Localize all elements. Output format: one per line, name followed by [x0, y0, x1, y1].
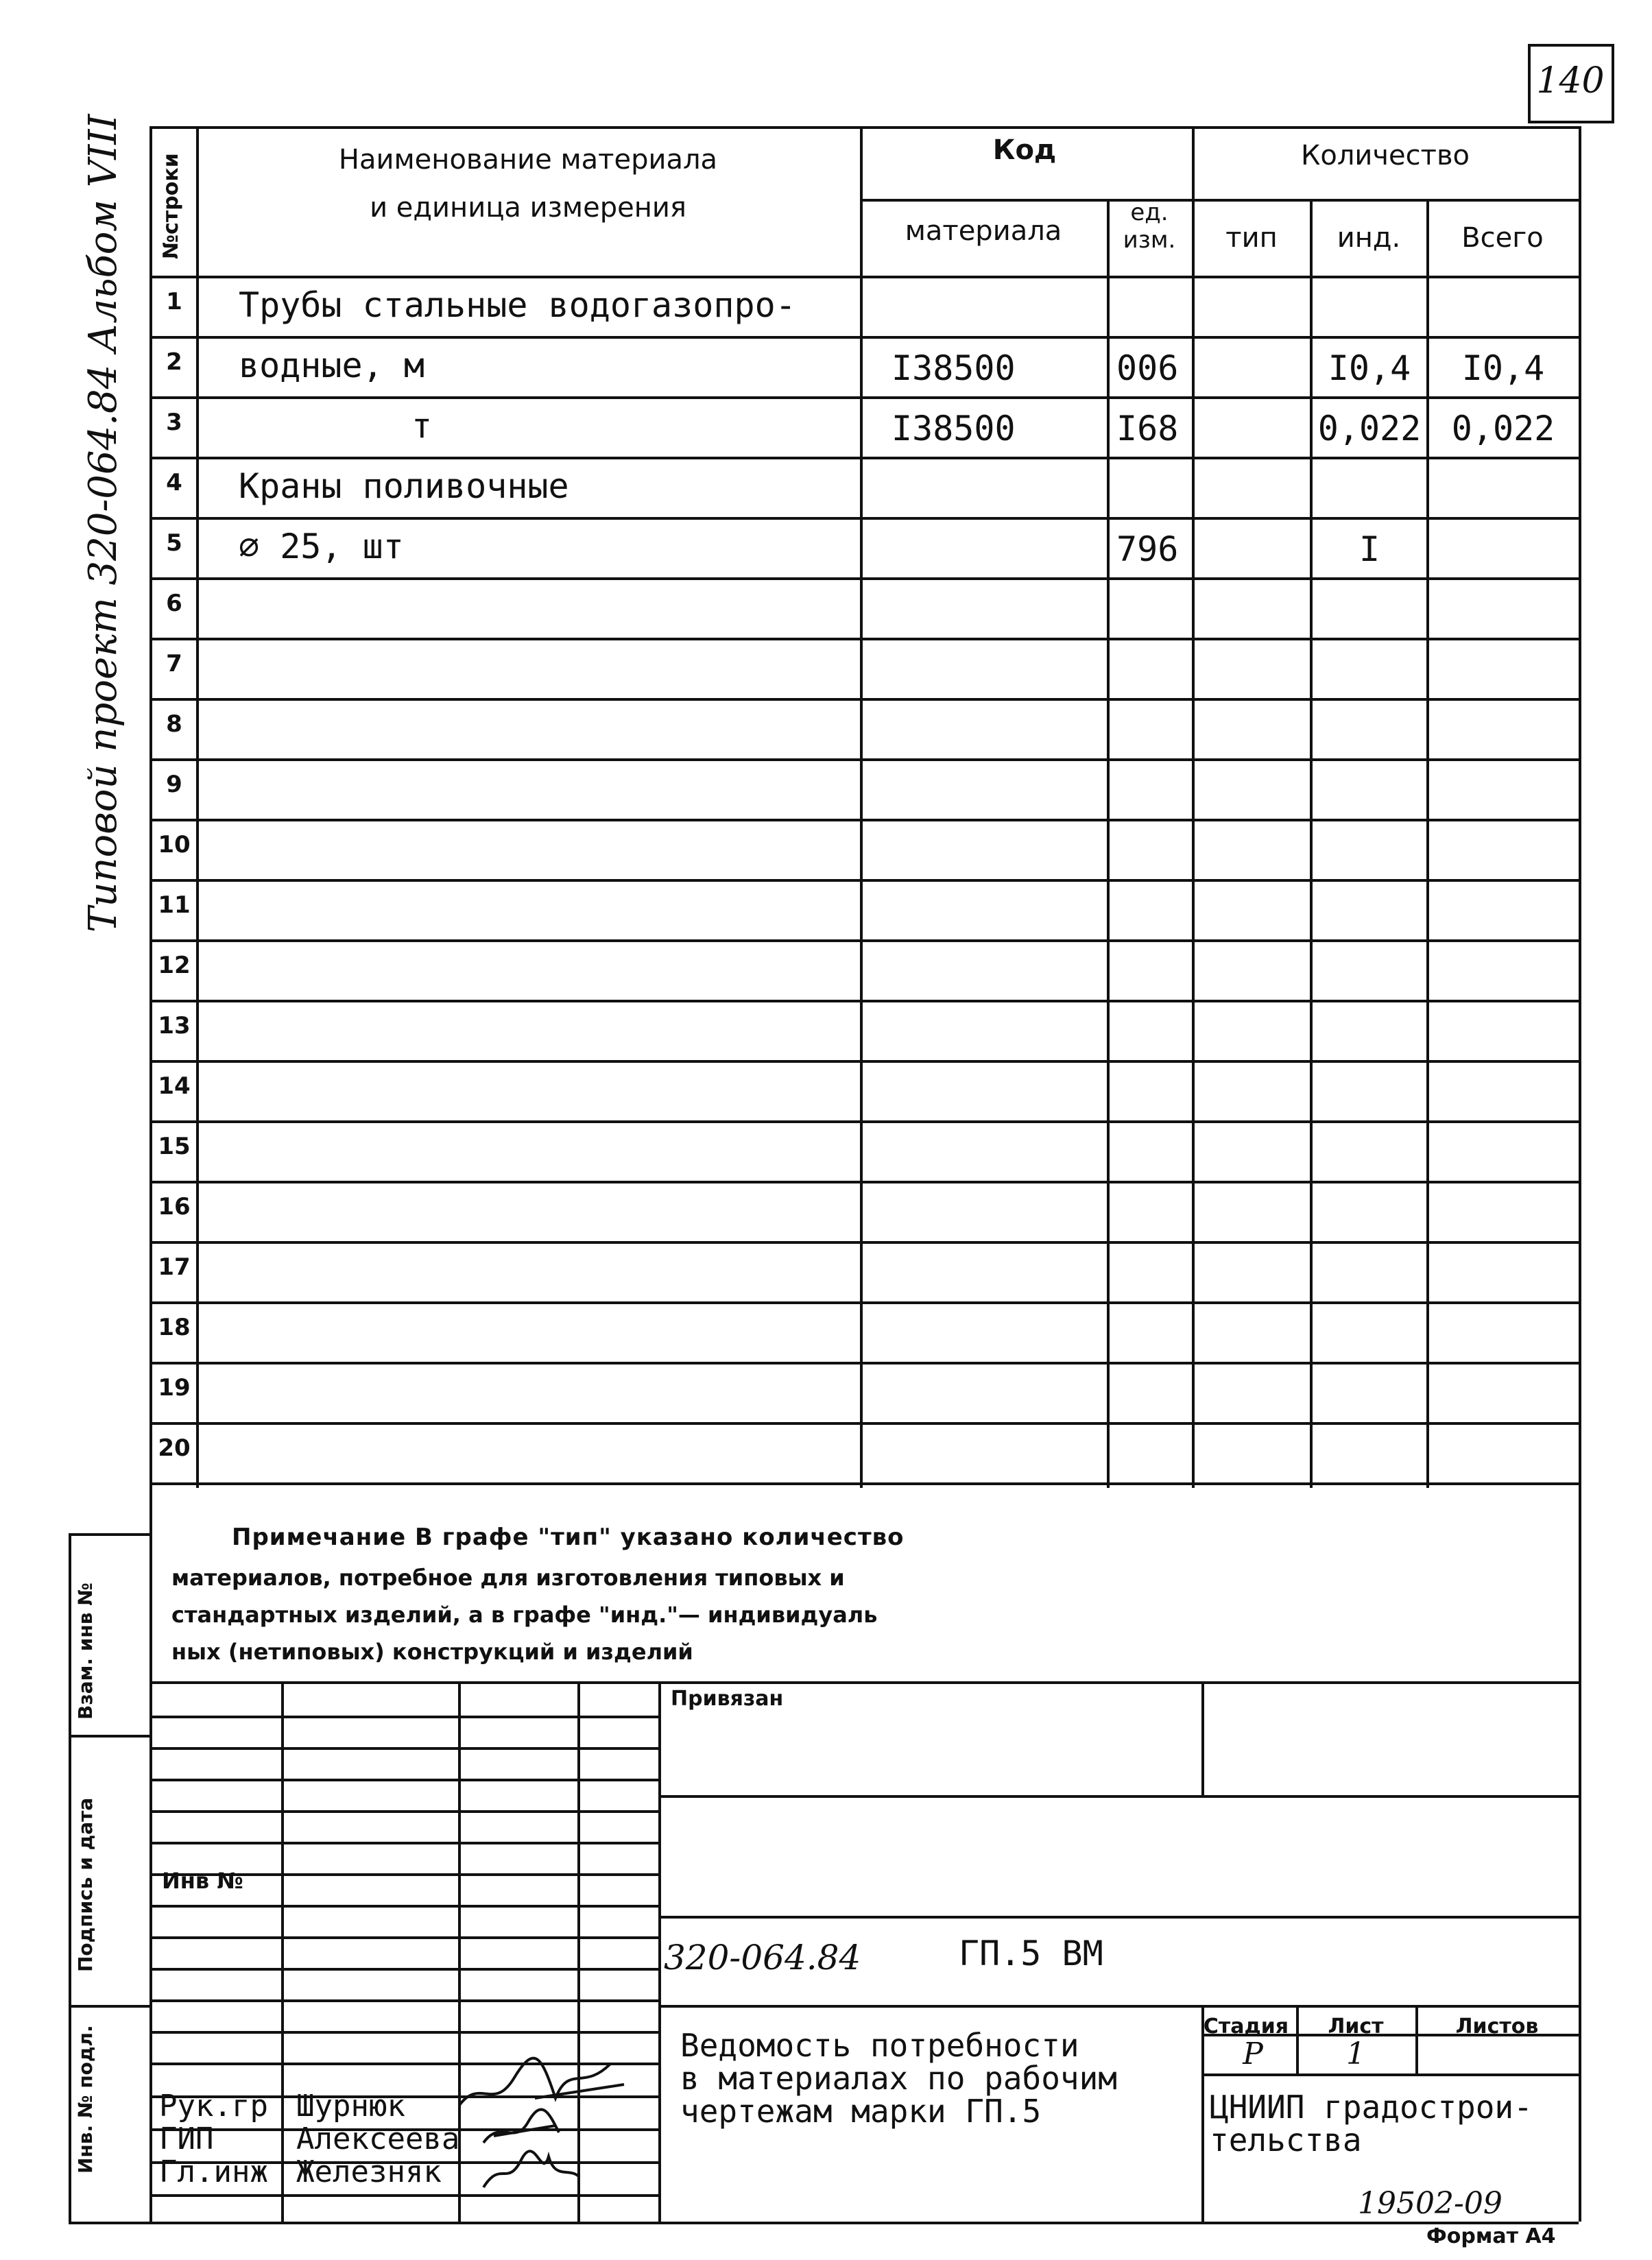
row-code: I38500	[891, 409, 1016, 448]
row-rule	[149, 758, 1579, 761]
name-header-line1: Наименование материала	[338, 144, 718, 176]
num-col-rule	[196, 126, 199, 1488]
title-line-1: Ведомость потребности	[680, 2027, 1079, 2064]
row-rule	[149, 396, 1579, 399]
row-unit: I68	[1116, 409, 1179, 448]
title-line-3: чертежам марки ГП.5	[680, 2093, 1042, 2130]
row-total: I0,4	[1461, 348, 1545, 388]
org-line-1: ЦНИИП градострои-	[1210, 2089, 1533, 2126]
name-zheleznyak: Железняк	[296, 2154, 442, 2189]
note-line-3: стандартных изделий, а в графе "инд."— индивидуаль	[171, 1602, 878, 1628]
row-rule	[149, 879, 1579, 882]
footer-format: Формат А4	[1426, 2224, 1556, 2248]
stamp-col-1	[281, 1681, 284, 2222]
row-name: Краны поливочные	[239, 466, 569, 506]
row-number-header: №строки	[159, 153, 183, 259]
row-ind: I	[1358, 529, 1380, 569]
row-unit: 796	[1116, 529, 1179, 569]
row-name: ⌀ 25, шт	[239, 527, 404, 566]
row-number: 11	[158, 891, 191, 919]
row-ind: I0,4	[1328, 348, 1411, 388]
row-rule	[149, 1181, 1579, 1183]
stamp-small-rule	[149, 2031, 658, 2034]
sheet-value: 1	[1346, 2036, 1365, 2071]
note-line-1: Примечание В графе "тип" указано количество	[232, 1524, 905, 1551]
podpis-data-label: Подпись и дата	[74, 1797, 97, 1972]
row-ind: 0,022	[1317, 409, 1422, 448]
signature-zheleznyak	[480, 2146, 583, 2194]
row-number: 19	[158, 1374, 191, 1402]
row-number: 3	[166, 409, 182, 436]
row-rule	[149, 457, 1579, 459]
row-number: 7	[166, 650, 182, 677]
row-rule	[149, 1000, 1579, 1002]
row-rule	[149, 1120, 1579, 1123]
stamp-small-rule	[149, 1905, 658, 1908]
ind-col-rule	[1310, 199, 1313, 1488]
binding-strip-top	[69, 1533, 149, 1536]
table-top-rule	[149, 126, 1579, 129]
sheets-label: Листов	[1455, 2015, 1539, 2039]
row-number: 15	[158, 1133, 191, 1160]
row-number: 18	[158, 1314, 191, 1341]
role-rukgr: Рук.гр	[159, 2089, 268, 2124]
title-line-2: в материалах по рабочим	[680, 2060, 1117, 2097]
row-rule	[149, 939, 1579, 942]
role-glinzh: Гл.инж	[159, 2154, 268, 2189]
stamp-col-3	[577, 1681, 580, 2222]
row-number: 5	[166, 529, 182, 557]
note-line-2: материалов, потребное для изготовления типовых и	[171, 1565, 845, 1591]
header-mid-rule	[860, 199, 1579, 202]
side-note: Типовой проект 320-064.84 Альбом VIII	[81, 114, 125, 933]
row-rule	[149, 577, 1579, 580]
row-number: 20	[158, 1434, 191, 1462]
row-number: 9	[166, 771, 182, 798]
row-name: Трубы стальные водогазопро-	[239, 285, 796, 325]
inv-label: Инв №	[162, 1868, 243, 1894]
row-name: водные, м	[239, 346, 424, 385]
row-rule	[149, 1060, 1579, 1063]
row-rule	[149, 819, 1579, 821]
mark-top-rule	[658, 1916, 1579, 1919]
stamp-small-rule	[149, 1999, 658, 2002]
row-rule	[149, 517, 1579, 520]
row-rule	[149, 1301, 1579, 1304]
bound-label: Привязан	[671, 1687, 784, 1711]
stage-value: Р	[1243, 2036, 1263, 2071]
row-number: 16	[158, 1193, 191, 1221]
stamp-small-rule	[149, 1968, 658, 1971]
row-total: 0,022	[1451, 409, 1555, 448]
name-col-rule	[860, 126, 863, 1488]
qty-type-header: тип	[1225, 222, 1278, 254]
row-rule	[149, 1422, 1579, 1425]
note-line-4: ных (нетиповых) конструкций и изделий	[171, 1639, 693, 1665]
title-top-rule	[658, 2005, 1579, 2008]
binding-divider-2	[69, 2005, 149, 2008]
row-rule	[149, 1482, 1579, 1485]
code-material-header: материала	[905, 215, 1062, 247]
stamp-small-rule	[149, 1779, 658, 1781]
row-number: 12	[158, 952, 191, 979]
stamp-col-4	[658, 1681, 661, 2222]
row-rule	[149, 1241, 1579, 1244]
qty-total-header: Всего	[1461, 222, 1544, 254]
row-rule	[149, 1362, 1579, 1365]
role-gip: ГИП	[159, 2121, 214, 2156]
code-header: Код	[992, 134, 1057, 166]
inv-podl-label: Инв. № подл.	[74, 2025, 97, 2174]
page-number: 140	[1536, 60, 1605, 101]
row-name: т	[411, 406, 433, 446]
code-unit-header: ед. изм.	[1123, 199, 1176, 254]
row-number: 10	[158, 831, 191, 858]
stage-label: Стадия	[1203, 2015, 1289, 2039]
row-code: I38500	[891, 348, 1016, 388]
stamp-small-rule	[149, 1716, 658, 1718]
stamp-small-rule	[149, 1810, 658, 1813]
stage-value-rule	[1201, 2073, 1579, 2076]
stamp-small-rule	[149, 1842, 658, 1844]
sheet-label: Лист	[1328, 2015, 1384, 2039]
qty-ind-header: инд.	[1337, 222, 1401, 254]
row-number: 1	[166, 288, 182, 315]
stamp-small-rule	[149, 2194, 658, 2197]
row-unit: 006	[1116, 348, 1179, 388]
name-alekseeva: Алексеева	[296, 2121, 460, 2156]
row-number: 6	[166, 590, 182, 617]
org-line-2: тельства	[1210, 2121, 1362, 2159]
footer-number: 19502-09	[1358, 2186, 1503, 2221]
name-header-line2: и единица измерения	[370, 192, 686, 224]
row-rule	[149, 336, 1579, 339]
bound-right-rule	[1201, 1681, 1204, 1795]
vzam-inv-label: Взам. инв №	[74, 1583, 97, 1720]
project-code: 320-064.84	[664, 1938, 861, 1978]
code-col-rule	[1192, 126, 1195, 1488]
total-col-rule	[1426, 199, 1429, 1488]
name-shurnyuk: Шурнюк	[296, 2089, 405, 2124]
sheet-bottom-rule	[69, 2222, 1579, 2224]
row-number: 4	[166, 469, 182, 496]
row-number: 8	[166, 710, 182, 738]
bound-bottom-rule	[658, 1795, 1579, 1798]
row-rule	[149, 698, 1579, 701]
stamp-top-rule	[149, 1681, 1579, 1684]
unit-col-rule	[1107, 199, 1110, 1488]
stamp-small-rule	[149, 1747, 658, 1750]
stamp-small-rule	[149, 1936, 658, 1939]
row-number: 17	[158, 1253, 191, 1281]
row-rule	[149, 638, 1579, 640]
row-number: 2	[166, 348, 182, 376]
binding-divider-1	[69, 1735, 149, 1738]
row-number: 14	[158, 1072, 191, 1100]
row-number: 13	[158, 1012, 191, 1039]
binding-strip-left	[69, 1533, 71, 2224]
quantity-header: Количество	[1300, 140, 1470, 171]
drawing-mark: ГП.5 ВМ	[959, 1934, 1103, 1973]
right-border	[1579, 126, 1581, 2222]
header-bottom-rule	[149, 276, 1579, 278]
